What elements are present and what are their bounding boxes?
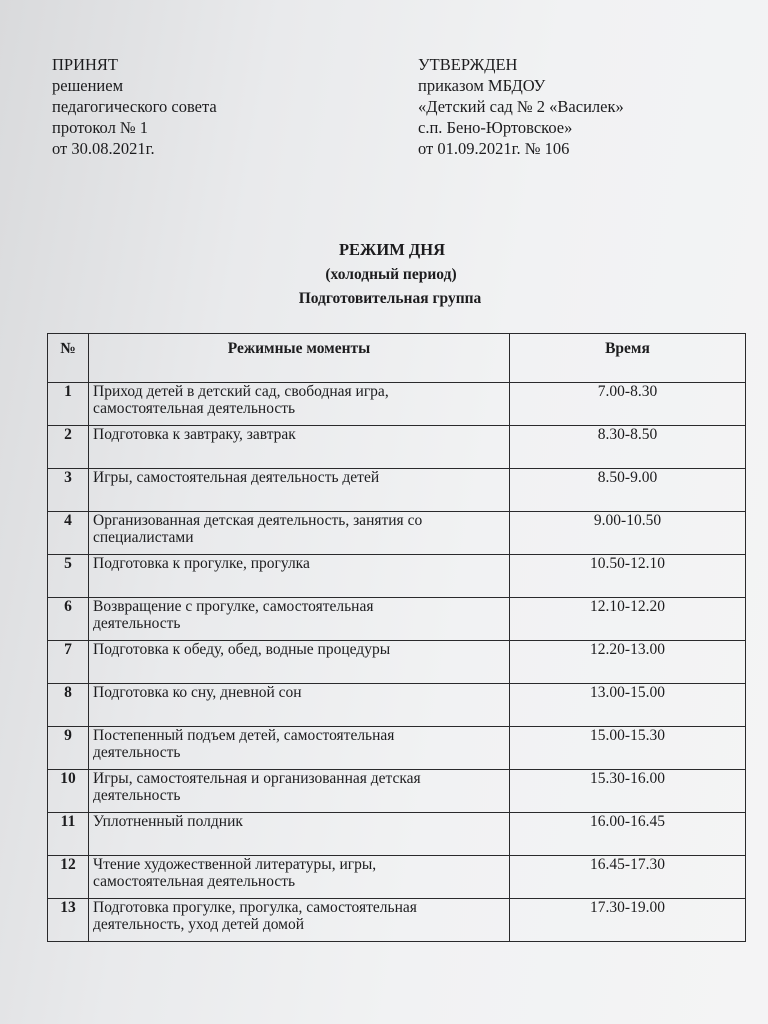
header-activity: Режимные моменты: [89, 334, 510, 383]
row-time: 7.00-8.30: [510, 383, 746, 426]
row-time: 15.00-15.30: [510, 727, 746, 770]
row-activity-line: специалистами: [93, 529, 194, 546]
row-activity: [89, 641, 510, 684]
row-activity-line: деятельность: [93, 744, 181, 761]
row-activity-line: Игры, самостоятельная и организованная детская: [93, 770, 421, 787]
approval-approved-line: с.п. Бено-Юртовское»: [418, 118, 573, 137]
row-time: 12.20-13.00: [510, 641, 746, 684]
row-activity-line: Подготовка к завтраку, завтрак: [93, 426, 296, 443]
row-activity-line: деятельность, уход детей домой: [93, 916, 305, 933]
row-activity-line: Чтение художественной литературы, игры,: [93, 856, 377, 873]
approval-approved-line: приказом МБДОУ: [418, 76, 546, 95]
table-row: [48, 469, 746, 512]
row-activity-line: самостоятельная деятельность: [93, 400, 296, 417]
row-activity: [89, 684, 510, 727]
table-header-row: [48, 334, 746, 383]
row-num: 8: [48, 684, 89, 727]
row-activity-line: деятельность: [93, 615, 181, 632]
row-num: 12: [48, 856, 89, 899]
approval-approved-line: «Детский сад № 2 «Василек»: [418, 97, 624, 116]
table-row: [48, 598, 746, 641]
row-time: 8.30-8.50: [510, 426, 746, 469]
table-row: [48, 770, 746, 813]
row-activity-line: Подготовка к обеду, обед, водные процедуры: [93, 641, 391, 658]
row-activity: [89, 856, 510, 899]
document-subtitle-group: Подготовительная группа: [298, 290, 482, 307]
row-activity-line: Уплотненный полдник: [93, 813, 243, 830]
table-row: [48, 813, 746, 856]
approval-approved-heading: УТВЕРЖДЕН: [418, 55, 518, 74]
row-num: 6: [48, 598, 89, 641]
document-title: РЕЖИМ ДНЯ: [338, 240, 446, 259]
row-time: 12.10-12.20: [510, 598, 746, 641]
schedule-table: [47, 333, 746, 942]
row-num: 10: [48, 770, 89, 813]
row-num: 13: [48, 899, 89, 942]
row-activity: [89, 727, 510, 770]
table-row: [48, 426, 746, 469]
row-num: 7: [48, 641, 89, 684]
row-num: 11: [48, 813, 89, 856]
row-time: 10.50-12.10: [510, 555, 746, 598]
row-activity: [89, 813, 510, 856]
approval-accepted-line: решением: [52, 76, 124, 95]
row-activity: [89, 383, 510, 426]
row-activity-line: Подготовка к прогулке, прогулка: [93, 555, 310, 572]
row-activity-line: самостоятельная деятельность: [93, 873, 296, 890]
row-activity: [89, 899, 510, 942]
table-row: [48, 641, 746, 684]
document-subtitle-period: (холодный период): [325, 266, 457, 283]
row-activity: [89, 555, 510, 598]
approval-accepted-line: педагогического совета: [52, 97, 217, 116]
approval-accepted-protocol: протокол № 1: [52, 118, 149, 137]
row-activity-line: Подготовка прогулке, прогулка, самостоятельная: [93, 899, 417, 916]
row-time: 8.50-9.00: [510, 469, 746, 512]
row-activity-line: Игры, самостоятельная деятельность детей: [93, 469, 380, 486]
row-activity-line: Постепенный подъем детей, самостоятельная: [93, 727, 395, 744]
row-activity: [89, 469, 510, 512]
row-activity: [89, 770, 510, 813]
row-time: 9.00-10.50: [510, 512, 746, 555]
row-activity: [89, 426, 510, 469]
approval-approved-date: от 01.09.2021г. № 106: [418, 139, 570, 158]
row-activity-line: Приход детей в детский сад, свободная игра,: [93, 383, 389, 400]
row-time: 13.00-15.00: [510, 684, 746, 727]
row-num: 2: [48, 426, 89, 469]
header-time: Время: [510, 334, 746, 383]
table-row: [48, 684, 746, 727]
row-time: 17.30-19.00: [510, 899, 746, 942]
row-activity-line: Возвращение с прогулке, самостоятельная: [93, 598, 374, 615]
table-row: [48, 727, 746, 770]
row-num: 1: [48, 383, 89, 426]
row-activity-line: Подготовка ко сну, дневной сон: [93, 684, 302, 701]
row-num: 4: [48, 512, 89, 555]
row-activity: [89, 512, 510, 555]
header-num: №: [48, 334, 89, 383]
approval-accepted-date: от 30.08.2021г.: [52, 139, 155, 158]
table-row: [48, 856, 746, 899]
row-time: 16.45-17.30: [510, 856, 746, 899]
approval-block-accepted: [52, 54, 217, 159]
row-activity: [89, 598, 510, 641]
approval-block-approved: [418, 54, 624, 159]
row-num: 9: [48, 727, 89, 770]
row-activity-line: Организованная детская деятельность, занятия со: [93, 512, 423, 529]
row-num: 5: [48, 555, 89, 598]
table-row: [48, 899, 746, 942]
table-row: [48, 555, 746, 598]
table-row: [48, 512, 746, 555]
row-num: 3: [48, 469, 89, 512]
row-time: 16.00-16.45: [510, 813, 746, 856]
row-time: 15.30-16.00: [510, 770, 746, 813]
row-activity-line: деятельность: [93, 787, 181, 804]
table-row: [48, 383, 746, 426]
approval-accepted-heading: ПРИНЯТ: [52, 55, 119, 74]
